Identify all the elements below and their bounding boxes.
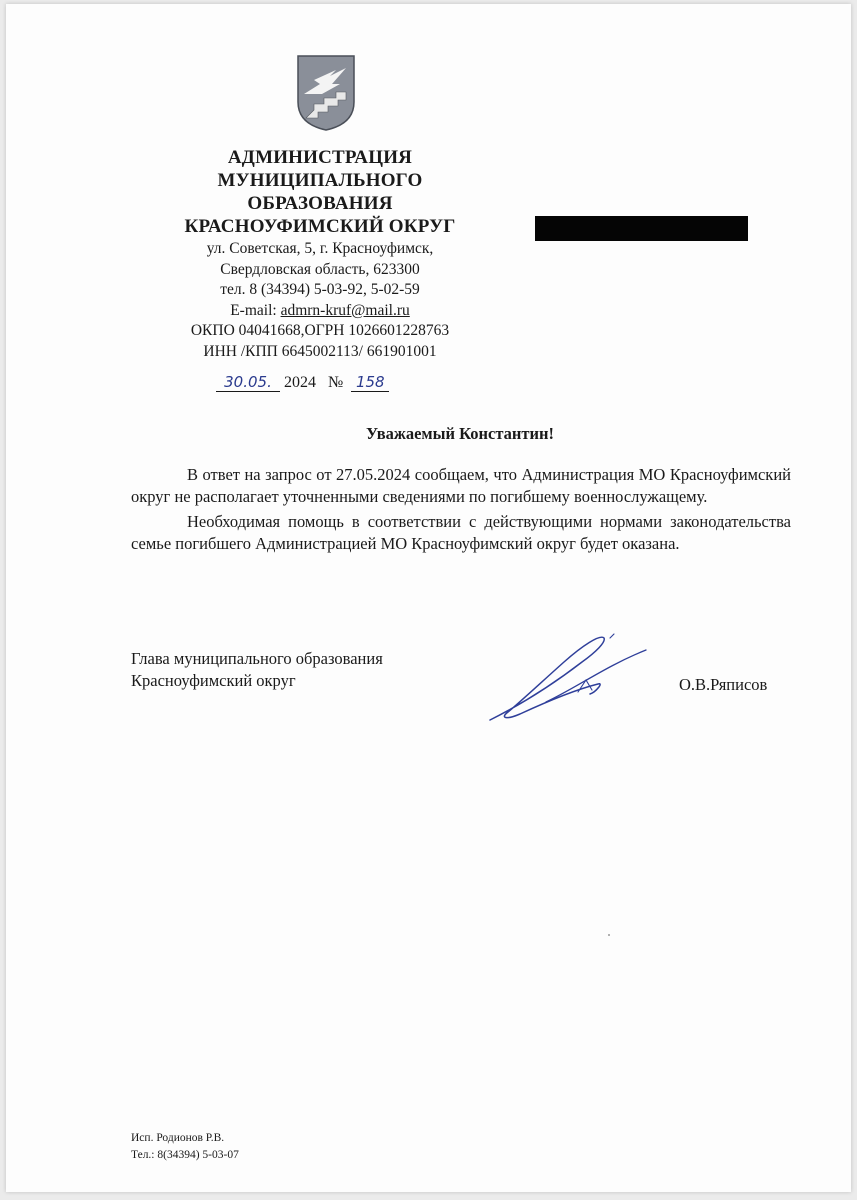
- contact-details: [140, 239, 500, 362]
- coat-of-arms-icon: [296, 54, 356, 132]
- body-paragraph: В ответ на запрос от 27.05.2024 сообщаем, что Администрация МО Красноуфимский округ не располагает уточненными сведениями по погибшему военнослужащему.: [131, 465, 791, 506]
- handwritten-date: 30.05.: [216, 373, 280, 392]
- letterhead: [140, 146, 500, 362]
- executor-info: [131, 1130, 239, 1164]
- handwritten-number: 158: [351, 373, 389, 392]
- executor-phone: Тел.: 8(34394) 5-03-07: [131, 1149, 239, 1161]
- address-line: Свердловская область, 623300: [220, 260, 420, 278]
- greeting: Уважаемый Константин!: [365, 424, 555, 443]
- address-line: ул. Советская, 5, г. Красноуфимск,: [206, 240, 434, 257]
- org-line: АДМИНИСТРАЦИЯ: [227, 147, 413, 168]
- body-paragraph: Необходимая помощь в соответствии с действующими нормами законодательства семье погибшего Администрацией МО Красноуфимский округ будет оказана.: [131, 512, 791, 553]
- email-link[interactable]: admrn-kruf@mail.ru: [280, 301, 410, 319]
- signatory-title: [131, 648, 383, 692]
- signatory-title-line: Глава муниципального образования: [131, 649, 383, 668]
- paper-speck: [608, 934, 610, 936]
- number-sign: №: [328, 374, 344, 391]
- org-line: КРАСНОУФИМСКИЙ ОКРУГ: [184, 216, 456, 237]
- registration-year: 2024: [284, 374, 316, 391]
- email-line: [140, 301, 500, 322]
- redacted-recipient: [535, 216, 748, 241]
- phone-line: тел. 8 (34394) 5-03-92, 5-02-59: [220, 281, 420, 298]
- letter-body: [131, 464, 791, 558]
- org-line: МУНИЦИПАЛЬНОГО: [217, 170, 423, 191]
- email-label: E-mail:: [230, 301, 281, 319]
- executor-name: Исп. Родионов Р.В.: [131, 1132, 225, 1144]
- handwritten-signature-icon: [486, 632, 648, 724]
- organization-name: [140, 146, 500, 238]
- signatory-name: О.В.Ряписов: [679, 675, 768, 694]
- org-line: ОБРАЗОВАНИЯ: [247, 193, 393, 214]
- signatory-title-line: Красноуфимский округ: [131, 671, 296, 690]
- registration-line: [216, 372, 389, 394]
- okpo-ogrn-line: ОКПО 04041668,ОГРН 1026601228763: [190, 322, 450, 339]
- inn-kpp-line: ИНН /КПП 6645002113/ 661901001: [203, 342, 437, 360]
